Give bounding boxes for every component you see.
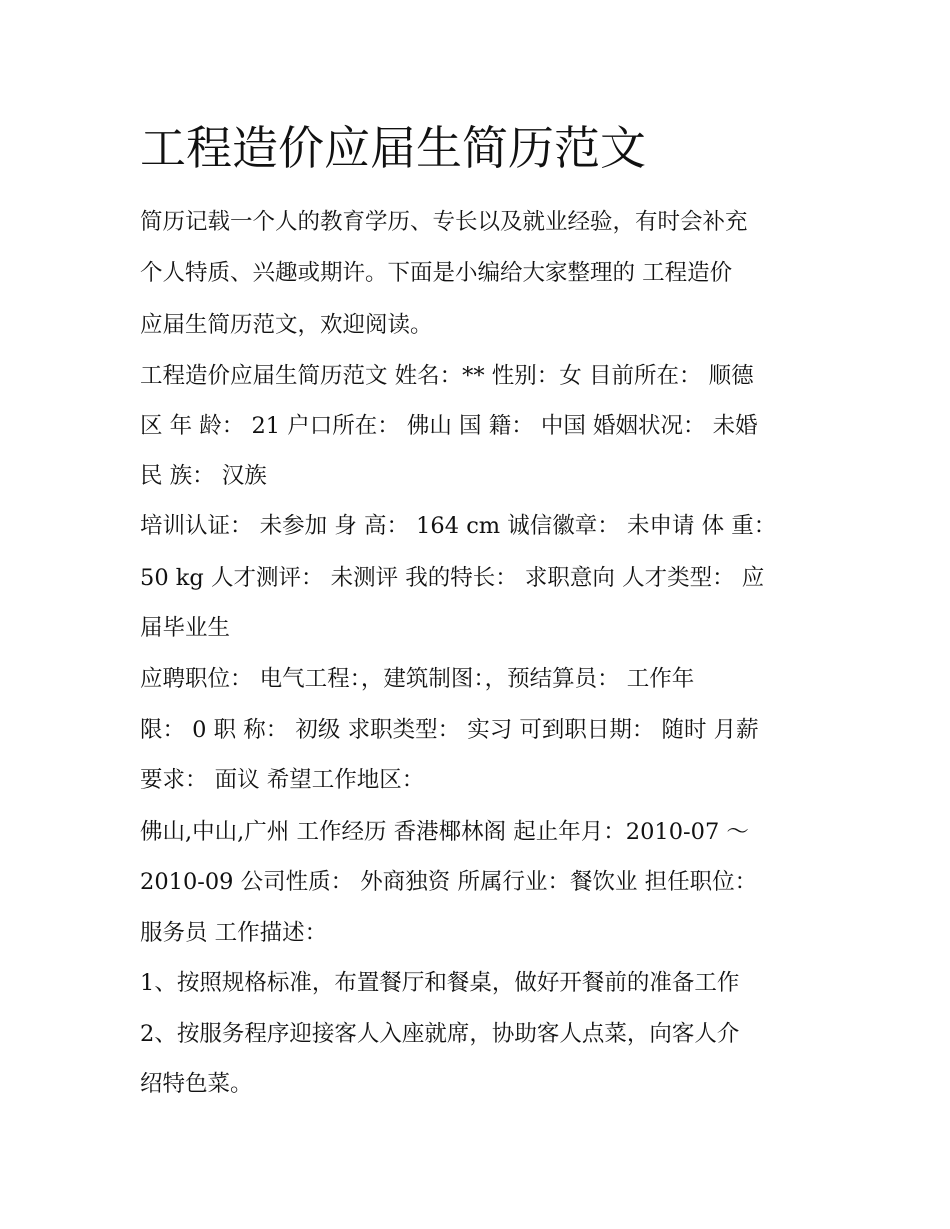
page-title: 工程造价应届生简历范文 [140,121,646,175]
intro-line-3: 应届生简历范文，欢迎阅读。 [140,312,433,338]
work-experience-line-1: 佛山,中山,广州 工作经历 香港椰林阁 起止年月：2010-07 ～ [140,819,749,845]
duty-item-2-line-2: 绍特色菜。 [140,1071,253,1097]
work-experience-line-3: 服务员 工作描述： [140,920,328,946]
personal-info-line-1: 工程造价应届生简历范文 姓名：** 性别：女 目前所在： 顺德 [140,363,754,389]
job-intention-line-2: 限： 0 职 称： 初级 求职类型： 实习 可到职日期： 随时 月薪 [140,717,759,743]
duty-item-2-line-1: 2、按服务程序迎接客人入座就席，协助客人点菜，向客人介 [140,1021,740,1047]
details-line-3: 届毕业生 [140,615,231,641]
intro-line-1: 简历记载一个人的教育学历、专长以及就业经验，有时会补充 [140,209,748,235]
personal-info-line-3: 民 族： 汉族 [140,463,267,489]
job-intention-line-1: 应聘职位： 电气工程：，建筑制图：，预结算员： 工作年 [140,666,695,692]
details-line-2: 50 kg 人才测评： 未测评 我的特长： 求职意向 人才类型： 应 [140,565,765,591]
job-intention-line-3: 要求： 面议 希望工作地区： [140,767,425,793]
work-experience-line-2: 2010-09 公司性质： 外商独资 所属行业：餐饮业 担任职位： [140,869,758,895]
details-line-1: 培训认证： 未参加 身 高： 164 cm 诚信徽章： 未申请 体 重： [140,513,777,539]
intro-line-2: 个人特质、兴趣或期许。下面是小编给大家整理的 工程造价 [140,260,733,286]
personal-info-line-2: 区 年 龄： 21 户口所在： 佛山 国 籍： 中国 婚姻状况： 未婚 [140,413,758,439]
duty-item-1: 1、按照规格标准，布置餐厅和餐桌，做好开餐前的准备工作 [140,970,740,996]
